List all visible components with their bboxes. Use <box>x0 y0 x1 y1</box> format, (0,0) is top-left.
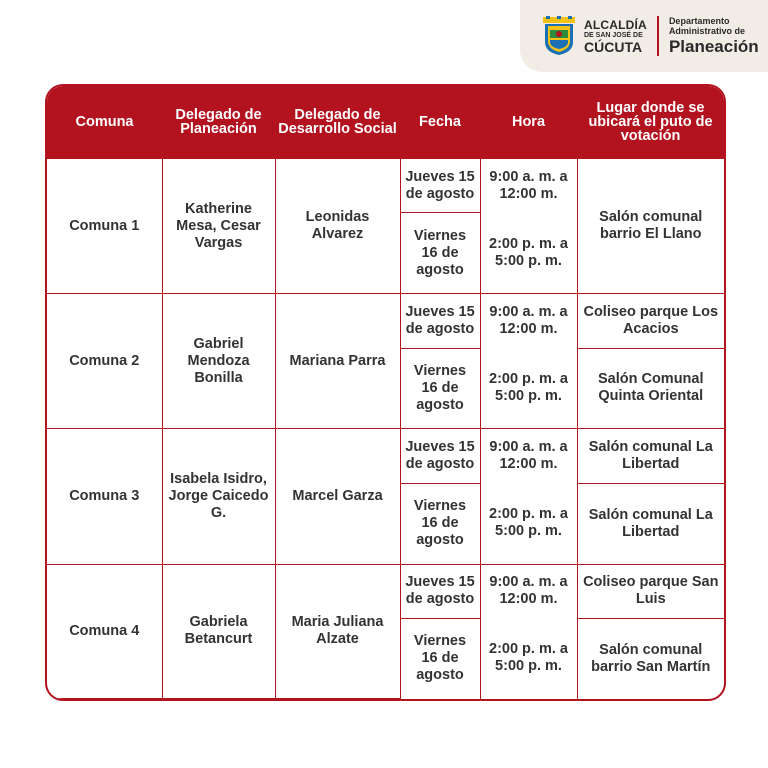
header-lugar: Lugar donde se ubicará el puto de votación <box>577 86 724 159</box>
cell-hora: 2:00 p. m. a 5:00 p. m. <box>480 213 577 294</box>
cell-delegado-social: Leonidas Alvarez <box>275 159 400 294</box>
cell-fecha: Jueves 15 de agosto <box>400 564 480 618</box>
cell-lugar: Coliseo parque San Luis <box>577 564 724 618</box>
table-header-row <box>47 86 724 159</box>
cell-lugar: Salón comunal La Libertad <box>577 483 724 564</box>
cell-delegado-planeacion: Gabriel Mendoza Bonilla <box>162 294 275 429</box>
cell-delegado-planeacion: Isabela Isidro, Jorge Caicedo G. <box>162 429 275 564</box>
cell-delegado-planeacion: Gabriela Betancurt <box>162 564 275 698</box>
table-row <box>47 159 724 213</box>
cell-fecha: Viernes 16 de agosto <box>400 618 480 698</box>
alcaldia-wordmark <box>584 19 647 54</box>
brand-divider <box>657 16 659 56</box>
city-seal-icon <box>542 16 576 56</box>
cell-comuna: Comuna 2 <box>47 294 162 429</box>
cell-fecha: Jueves 15 de agosto <box>400 159 480 213</box>
brand-header <box>520 0 768 72</box>
cell-comuna: Comuna 3 <box>47 429 162 564</box>
header-comuna: Comuna <box>47 86 162 159</box>
voting-schedule-table <box>45 84 726 701</box>
cell-comuna: Comuna 4 <box>47 564 162 698</box>
header-fecha: Fecha <box>400 86 480 159</box>
department-line1: Departamento <box>668 16 730 26</box>
table-row <box>47 564 724 618</box>
department-line3: Planeación <box>668 37 759 56</box>
cell-lugar: Salón Comunal Quinta Oriental <box>577 348 724 429</box>
table-row <box>47 294 724 348</box>
cell-delegado-social: Maria Juliana Alzate <box>275 564 400 698</box>
table-row <box>47 429 724 483</box>
header-delegado-planeacion: Delegado de Planeación <box>162 86 275 159</box>
cell-hora: 2:00 p. m. a 5:00 p. m. <box>480 483 577 564</box>
cell-fecha: Viernes 16 de agosto <box>400 483 480 564</box>
cell-comuna: Comuna 1 <box>47 159 162 294</box>
cell-fecha: Jueves 15 de agosto <box>400 429 480 483</box>
cell-delegado-social: Marcel Garza <box>275 429 400 564</box>
cell-lugar: Salón comunal barrio San Martín <box>577 618 724 698</box>
cell-hora: 9:00 a. m. a 12:00 m. <box>480 294 577 348</box>
header-delegado-social: Delegado de Desarrollo Social <box>275 86 400 159</box>
header-hora: Hora <box>480 86 577 159</box>
cell-lugar: Salón comunal La Libertad <box>577 429 724 483</box>
cell-lugar: Coliseo parque Los Acacios <box>577 294 724 348</box>
cell-hora: 9:00 a. m. a 12:00 m. <box>480 429 577 483</box>
cell-fecha: Viernes 16 de agosto <box>400 213 480 294</box>
cell-fecha: Viernes 16 de agosto <box>400 348 480 429</box>
cell-hora: 9:00 a. m. a 12:00 m. <box>480 159 577 213</box>
alcaldia-line3: CÚCUTA <box>584 38 643 55</box>
alcaldia-line1: ALCALDÍA <box>584 17 647 32</box>
alcaldia-line2: DE SAN JOSÉ DE <box>584 31 643 39</box>
department-wordmark <box>669 17 759 55</box>
cell-lugar: Salón comunal barrio El Llano <box>577 159 724 294</box>
cell-hora: 9:00 a. m. a 12:00 m. <box>480 564 577 618</box>
department-line2: Administrativo de <box>668 26 745 36</box>
cell-hora: 2:00 p. m. a 5:00 p. m. <box>480 348 577 429</box>
cell-fecha: Jueves 15 de agosto <box>400 294 480 348</box>
cell-delegado-planeacion: Katherine Mesa, Cesar Vargas <box>162 159 275 294</box>
cell-delegado-social: Mariana Parra <box>275 294 400 429</box>
cell-hora: 2:00 p. m. a 5:00 p. m. <box>480 618 577 698</box>
